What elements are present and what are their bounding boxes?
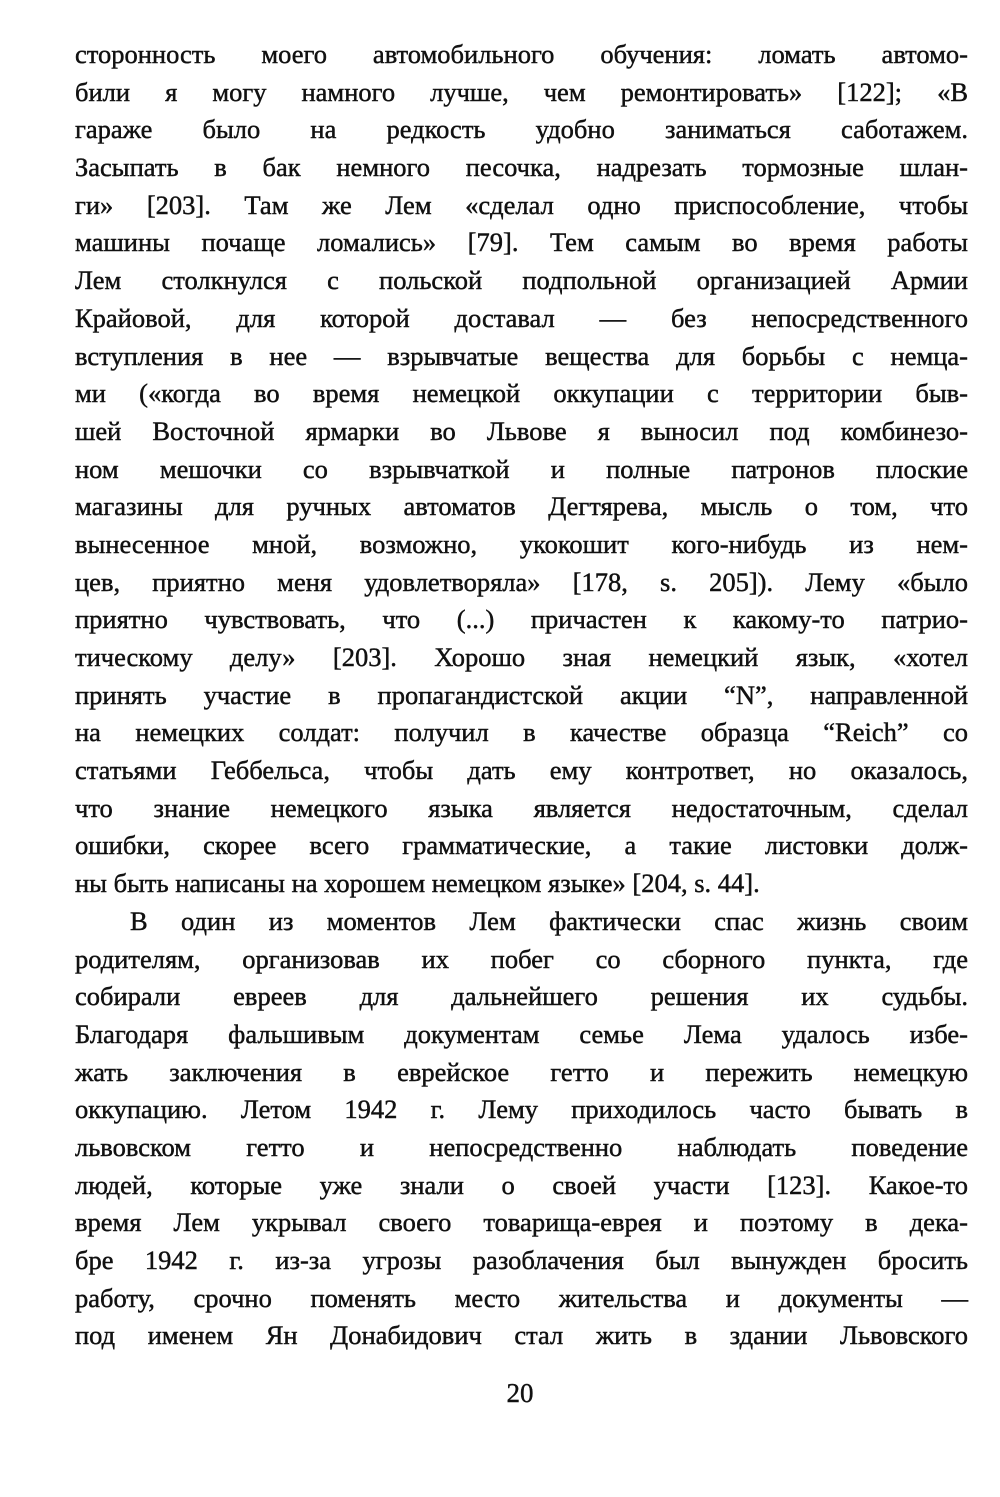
text-line: оккупацию. Летом 1942 г. Лему приходилось часто бывать в: [75, 1094, 968, 1125]
text-line: машины почаще ломались» [79]. Тем самым во время работы: [75, 227, 968, 258]
text-line: ошибки, скорее всего грамматические, а такие листовки долж-: [75, 830, 968, 861]
text-line: приятно чувствовать, что (...) причастен к какому-то патрио-: [75, 604, 968, 635]
text-line: бре 1942 г. из-за угрозы разоблачения был вынужден бросить: [75, 1245, 968, 1275]
text-line: время Лем укрывал своего товарища-еврея и поэтому в дека-: [75, 1207, 968, 1238]
text-line: магазины для ручных автоматов Дегтярева, мысль о том, что: [75, 491, 968, 522]
text-line: Лем столкнулся с польской подпольной организацией Армии: [75, 265, 968, 296]
text-line: В один из моментов Лем фактически спас жизнь своим: [130, 905, 968, 936]
text-line: ми («когда во время немецкой оккупации с территории быв-: [75, 378, 968, 409]
text-line: собирали евреев для дальнейшего решения их судьбы.: [75, 981, 968, 1012]
text-line: гараже было на редкость удобно заниматься саботажем.: [75, 114, 968, 145]
text-line: вступления в нее — взрывчатые вещества для борьбы с немца-: [75, 340, 968, 371]
text-line: сторонность моего автомобильного обучения: ломать автомо-: [75, 39, 968, 69]
text-line: ном мешочки со взрывчаткой и полные патронов плоские: [75, 453, 968, 484]
text-line: что знание немецкого языка является недостаточным, сделал: [75, 792, 968, 823]
text-line: львовском гетто и непосредственно наблюдать поведение: [75, 1131, 968, 1162]
page-number: 20: [506, 1378, 534, 1408]
text-line: под именем Ян Донабидович стал жить в здании Львовского: [75, 1320, 968, 1351]
text-line: Крайовой, для которой доставал — без непосредственного: [75, 302, 968, 333]
text-line: на немецких солдат: получил в качестве образца “Reich” со: [75, 717, 968, 748]
text-line: принять участие в пропагандистской акции “N”, направленной: [75, 679, 968, 710]
text-line: шей Восточной ярмарки во Львове я выносил под комбинезо-: [75, 415, 968, 446]
text-line: вынесенное мной, возможно, укокошит кого-нибудь из нем-: [75, 528, 968, 559]
page-body-text: [75, 36, 968, 1355]
text-line: людей, которые уже знали о своей участи [123]. Какое-то: [75, 1169, 968, 1200]
text-line: ны быть написаны на хорошем немецком языке» [204, s. 44].: [75, 868, 760, 899]
text-line: родителям, организовав их побег со сборного пункта, где: [75, 943, 968, 974]
text-line: жать заключения в еврейское гетто и пережить немецкую: [75, 1056, 968, 1087]
text-line: Благодаря фальшивым документам семье Лема удалось избе-: [75, 1018, 968, 1049]
text-line: цев, приятно меня удовлетворяла» [178, s. 205]). Лему «было: [75, 566, 968, 597]
text-line: били я могу намного лучше, чем ремонтировать» [122]; «В: [75, 76, 968, 107]
text-line: тическому делу» [203]. Хорошо зная немецкий язык, «хотел: [75, 642, 968, 672]
text-line: работу, срочно поменять место жительства и документы —: [75, 1282, 968, 1313]
text-line: статьями Геббельса, чтобы дать ему контрответ, но оказалось,: [75, 755, 968, 786]
text-line: ги» [203]. Там же Лем «сделал одно приспособление, чтобы: [75, 189, 968, 220]
text-line: Засыпать в бак немного песочка, надрезать тормозные шлан-: [75, 152, 968, 183]
